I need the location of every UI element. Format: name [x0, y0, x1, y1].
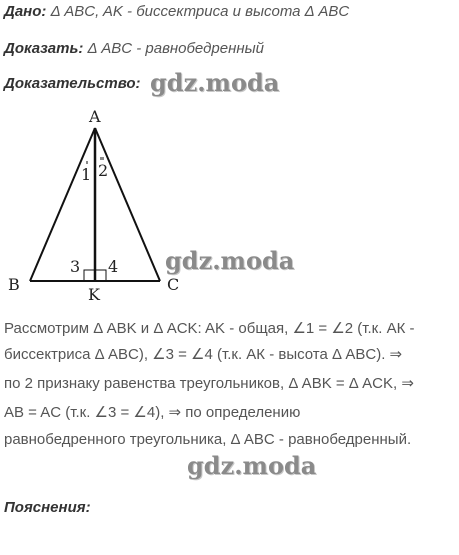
prove-label: Доказать:: [4, 40, 84, 57]
angle-1-label: 1: [81, 165, 92, 184]
proof-line-1: Рассмотрим Δ ABK и Δ ACK: AK - общая, ∠1 = ∠2 (т.к. АК -: [4, 320, 415, 337]
proof-line-4: AB = AC (т.к. ∠3 = ∠4), ⇒ по определению: [4, 404, 301, 421]
watermark: gdz.moda: [187, 451, 317, 480]
watermark: gdz.moda: [165, 246, 295, 275]
vertex-k-label: K: [88, 285, 100, 304]
vertex-c-label: C: [167, 275, 180, 294]
explanation-row: [4, 499, 91, 517]
proof-row: [4, 75, 141, 93]
given-label: Дано:: [4, 3, 47, 20]
proof-label: Доказательство:: [4, 75, 141, 92]
angle-3-label: 3: [70, 257, 81, 276]
right-angle-mark-right: [95, 270, 106, 281]
proof-line-5: равнобедренного треугольника, Δ ABC - равнобедренный.: [4, 431, 412, 448]
proof-line-2: биссектриса Δ ABC), ∠3 = ∠4 (т.к. АК - высота Δ ABC). ⇒: [4, 346, 403, 363]
side-ac: [95, 128, 160, 281]
explanation-label: Пояснения:: [4, 499, 91, 516]
angle-4-label: 4: [108, 257, 119, 276]
vertex-a-label: A: [89, 107, 101, 126]
right-angle-mark-left: [84, 270, 95, 281]
side-ab: [30, 128, 95, 281]
watermark: gdz.moda: [150, 68, 280, 97]
prove-row: [4, 40, 264, 58]
vertex-b-label: B: [8, 275, 20, 294]
given-row: [4, 3, 349, 21]
angle-2-label: 2: [98, 161, 109, 180]
given-text: Δ ABC, AK - биссектриса и высота Δ ABC: [50, 3, 350, 20]
prove-text: Δ ABC - равнобедренный: [87, 40, 264, 57]
proof-line-3: по 2 признаку равенства треугольников, Δ ABK = Δ ACK, ⇒: [4, 375, 414, 392]
